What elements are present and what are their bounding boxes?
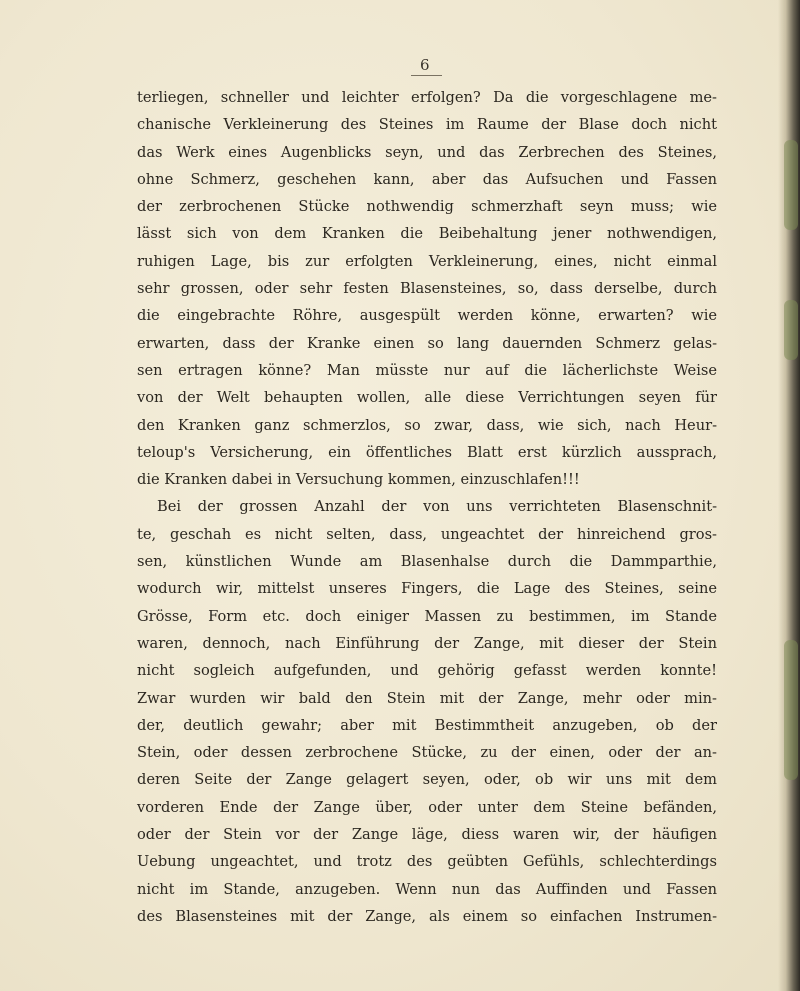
text-line: der zerbrochenen Stücke nothwendig schmerzhaft seyn muss; wie [137, 198, 717, 216]
text-line: deren Seite der Zange gelagert seyen, oder, ob wir uns mit dem [137, 771, 717, 789]
page-number: 6 [420, 56, 431, 74]
text-line: nicht im Stande, anzugeben. Wenn nun das Auffinden und Fassen [137, 880, 717, 898]
text-line: der, deutlich gewahr; aber mit Bestimmtheit anzugeben, ob der [137, 716, 717, 734]
text-line: Stein, oder dessen zerbrochene Stücke, zu der einen, oder der an- [137, 744, 717, 762]
page-number-rule [411, 75, 442, 76]
text-line: wodurch wir, mittelst unseres Fingers, die Lage des Steines, seine [137, 580, 717, 598]
text-line: des Blasensteines mit der Zange, als einem so einfachen Instrumen- [137, 907, 717, 925]
text-line: ruhigen Lage, bis zur erfolgten Verkleinerung, eines, nicht einmal [137, 252, 717, 270]
text-line: von der Welt behaupten wollen, alle diese Verrichtungen seyen für [137, 389, 717, 407]
text-line: lässt sich von dem Kranken die Beibehaltung jener nothwendigen, [137, 225, 717, 243]
text-line: Uebung ungeachtet, und trotz des geübten Gefühls, schlechterdings [137, 853, 717, 871]
text-line: Grösse, Form etc. doch einiger Massen zu bestimmen, im Stande [137, 607, 717, 625]
edge-stain [784, 300, 798, 360]
text-line: Bei der grossen Anzahl der von uns verrichteten Blasenschnit- [157, 498, 717, 516]
text-line: te, geschah es nicht selten, dass, ungeachtet der hinreichend gros- [137, 525, 717, 543]
text-line: vorderen Ende der Zange über, oder unter dem Steine befänden, [137, 798, 717, 816]
text-line: sehr grossen, oder sehr festen Blasensteines, so, dass derselbe, durch [137, 280, 717, 298]
text-line: waren, dennoch, nach Einführung der Zange, mit dieser der Stein [137, 634, 717, 652]
edge-stain [784, 640, 798, 780]
text-line: den Kranken ganz schmerzlos, so zwar, dass, wie sich, nach Heur- [137, 416, 717, 434]
text-line: terliegen, schneller und leichter erfolgen? Da die vorgeschlagene me- [137, 89, 717, 106]
text-line: teloup's Versicherung, ein öffentliches Blatt erst kürzlich aussprach, [137, 443, 717, 461]
text-line: sen ertragen könne? Man müsste nur auf die lächerlichste Weise [137, 361, 717, 379]
text-line: erwarten, dass der Kranke einen so lang dauernden Schmerz gelas- [137, 334, 717, 352]
text-line: das Werk eines Augenblicks seyn, und das Zerbrechen des Steines, [137, 143, 717, 161]
text-line: die Kranken dabei in Versuchung kommen, einzuschlafen!!! [137, 471, 580, 489]
text-line: oder der Stein vor der Zange läge, diess waren wir, der häufigen [137, 826, 717, 844]
text-line: Zwar wurden wir bald den Stein mit der Zange, mehr oder min- [137, 689, 717, 707]
text-line: ohne Schmerz, geschehen kann, aber das Aufsuchen und Fassen [137, 170, 717, 188]
text-line: die eingebrachte Röhre, ausgespült werden könne, erwarten? wie [137, 307, 717, 325]
edge-stain [784, 140, 798, 230]
text-line: sen, künstlichen Wunde am Blasenhalse durch die Dammparthie, [137, 553, 717, 571]
body-text [137, 84, 717, 930]
text-line: chanische Verkleinerung des Steines im Raume der Blase doch nicht [137, 116, 717, 134]
text-line: nicht sogleich aufgefunden, und gehörig gefasst werden konnte! [137, 662, 717, 680]
